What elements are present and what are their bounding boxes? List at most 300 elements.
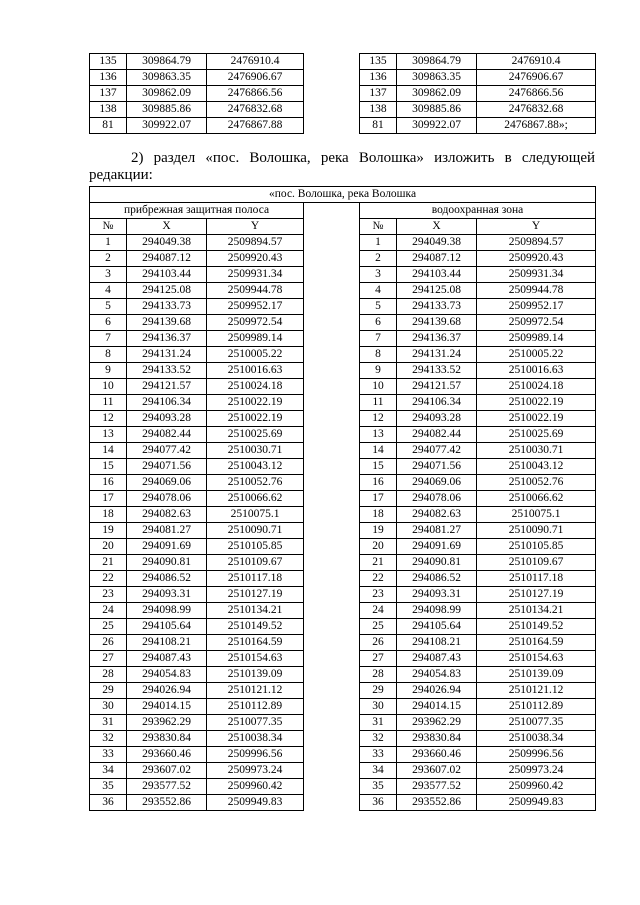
y-coordinate: 2510043.12 [207, 459, 304, 475]
gap-cell [304, 379, 360, 395]
y-coordinate: 2510154.63 [477, 651, 596, 667]
y-coordinate: 2510164.59 [477, 635, 596, 651]
col-x-header: X [127, 219, 207, 235]
point-number: 11 [90, 395, 127, 411]
point-number: 135 [360, 54, 397, 70]
x-coordinate: 293607.02 [127, 763, 207, 779]
y-coordinate: 2509952.17 [207, 299, 304, 315]
x-coordinate: 294087.43 [397, 651, 477, 667]
x-coordinate: 294131.24 [397, 347, 477, 363]
gap-cell [304, 203, 360, 219]
x-coordinate: 294090.81 [127, 555, 207, 571]
gap-cell [304, 70, 360, 86]
x-coordinate: 294081.27 [127, 523, 207, 539]
y-coordinate: 2510105.85 [207, 539, 304, 555]
table-row [90, 475, 596, 491]
gap-cell [304, 475, 360, 491]
point-number: 33 [360, 747, 397, 763]
table-row [90, 427, 596, 443]
y-coordinate: 2476832.68 [477, 102, 596, 118]
table-row [90, 235, 596, 251]
y-coordinate: 2509973.24 [477, 763, 596, 779]
table-row [90, 539, 596, 555]
point-number: 137 [360, 86, 397, 102]
y-coordinate: 2476906.67 [207, 70, 304, 86]
x-coordinate: 293552.86 [127, 795, 207, 811]
x-coordinate: 294133.73 [397, 299, 477, 315]
gap-cell [304, 283, 360, 299]
y-coordinate: 2510052.76 [207, 475, 304, 491]
y-coordinate: 2510134.21 [207, 603, 304, 619]
x-coordinate: 294093.28 [127, 411, 207, 427]
y-coordinate: 2476867.88»; [477, 118, 596, 134]
point-number: 30 [360, 699, 397, 715]
x-coordinate: 294087.43 [127, 651, 207, 667]
x-coordinate: 294071.56 [127, 459, 207, 475]
x-coordinate: 294071.56 [397, 459, 477, 475]
x-coordinate: 309864.79 [397, 54, 477, 70]
x-coordinate: 309862.09 [397, 86, 477, 102]
table-row [90, 699, 596, 715]
point-number: 136 [360, 70, 397, 86]
x-coordinate: 294098.99 [127, 603, 207, 619]
x-coordinate: 309862.09 [127, 86, 207, 102]
y-coordinate: 2509989.14 [207, 331, 304, 347]
x-coordinate: 294091.69 [127, 539, 207, 555]
y-coordinate: 2476906.67 [477, 70, 596, 86]
y-coordinate: 2510075.1 [477, 507, 596, 523]
point-number: 26 [360, 635, 397, 651]
y-coordinate: 2510154.63 [207, 651, 304, 667]
point-number: 36 [360, 795, 397, 811]
y-coordinate: 2510149.52 [477, 619, 596, 635]
table-row [90, 683, 596, 699]
x-coordinate: 294078.06 [127, 491, 207, 507]
table-row [90, 763, 596, 779]
x-coordinate: 294105.64 [397, 619, 477, 635]
table-row [90, 507, 596, 523]
gap-cell [304, 715, 360, 731]
y-coordinate: 2510077.35 [477, 715, 596, 731]
point-number: 6 [90, 315, 127, 331]
point-number: 32 [360, 731, 397, 747]
x-coordinate: 294077.42 [127, 443, 207, 459]
gap-cell [304, 635, 360, 651]
point-number: 21 [360, 555, 397, 571]
point-number: 12 [360, 411, 397, 427]
x-coordinate: 294093.31 [397, 587, 477, 603]
table-row [90, 571, 596, 587]
y-coordinate: 2510117.18 [477, 571, 596, 587]
x-coordinate: 294014.15 [127, 699, 207, 715]
x-coordinate: 294103.44 [127, 267, 207, 283]
point-number: 16 [360, 475, 397, 491]
x-coordinate: 294069.06 [397, 475, 477, 491]
table-row [90, 635, 596, 651]
gap-cell [304, 555, 360, 571]
x-coordinate: 294136.37 [397, 331, 477, 347]
y-coordinate: 2509920.43 [477, 251, 596, 267]
x-coordinate: 293962.29 [127, 715, 207, 731]
table-row [90, 667, 596, 683]
point-number: 19 [360, 523, 397, 539]
table-row [90, 283, 596, 299]
table-row [90, 315, 596, 331]
gap-cell [304, 86, 360, 102]
x-coordinate: 294087.12 [127, 251, 207, 267]
table-row [90, 102, 596, 118]
gap-cell [304, 459, 360, 475]
col-no-header: № [90, 219, 127, 235]
point-number: 36 [90, 795, 127, 811]
gap-cell [304, 267, 360, 283]
y-coordinate: 2510022.19 [477, 395, 596, 411]
point-number: 27 [360, 651, 397, 667]
y-coordinate: 2510127.19 [477, 587, 596, 603]
point-number: 1 [90, 235, 127, 251]
table-title: «пос. Волошка, река Волошка [90, 187, 596, 203]
point-number: 21 [90, 555, 127, 571]
x-coordinate: 293660.46 [397, 747, 477, 763]
table-row [90, 555, 596, 571]
y-coordinate: 2510112.89 [207, 699, 304, 715]
gap-cell [304, 619, 360, 635]
y-coordinate: 2510030.71 [477, 443, 596, 459]
y-coordinate: 2510043.12 [477, 459, 596, 475]
point-number: 24 [360, 603, 397, 619]
x-coordinate: 293830.84 [127, 731, 207, 747]
y-coordinate: 2510075.1 [207, 507, 304, 523]
y-coordinate: 2510109.67 [207, 555, 304, 571]
x-coordinate: 294054.83 [127, 667, 207, 683]
x-coordinate: 294054.83 [397, 667, 477, 683]
gap-cell [304, 427, 360, 443]
x-coordinate: 309885.86 [127, 102, 207, 118]
table-row [90, 379, 596, 395]
x-coordinate: 293607.02 [397, 763, 477, 779]
gap-cell [304, 299, 360, 315]
y-coordinate: 2510149.52 [207, 619, 304, 635]
y-coordinate: 2509894.57 [477, 235, 596, 251]
table-row [90, 459, 596, 475]
point-number: 29 [90, 683, 127, 699]
x-coordinate: 294105.64 [127, 619, 207, 635]
point-number: 33 [90, 747, 127, 763]
y-coordinate: 2510139.09 [207, 667, 304, 683]
col-y-header: Y [207, 219, 304, 235]
table-row [90, 587, 596, 603]
gap-cell [304, 251, 360, 267]
point-number: 22 [360, 571, 397, 587]
amendment-paragraph [89, 150, 595, 184]
y-coordinate: 2510022.19 [207, 411, 304, 427]
point-number: 26 [90, 635, 127, 651]
point-number: 31 [360, 715, 397, 731]
x-coordinate: 294082.63 [127, 507, 207, 523]
right-zone-header: водоохранная зона [360, 203, 596, 219]
y-coordinate: 2510121.12 [477, 683, 596, 699]
x-coordinate: 294098.99 [397, 603, 477, 619]
point-number: 31 [90, 715, 127, 731]
point-number: 8 [90, 347, 127, 363]
x-coordinate: 294049.38 [127, 235, 207, 251]
table-row [90, 731, 596, 747]
top-continuation-table [89, 53, 596, 134]
y-coordinate: 2476866.56 [477, 86, 596, 102]
y-coordinate: 2509996.56 [207, 747, 304, 763]
y-coordinate: 2509944.78 [207, 283, 304, 299]
point-number: 138 [90, 102, 127, 118]
y-coordinate: 2509973.24 [207, 763, 304, 779]
point-number: 4 [90, 283, 127, 299]
x-coordinate: 294133.52 [397, 363, 477, 379]
point-number: 9 [90, 363, 127, 379]
table-row [90, 603, 596, 619]
y-coordinate: 2510066.62 [477, 491, 596, 507]
y-coordinate: 2509931.34 [207, 267, 304, 283]
gap-cell [304, 667, 360, 683]
x-coordinate: 294086.52 [397, 571, 477, 587]
x-coordinate: 293552.86 [397, 795, 477, 811]
gap-cell [304, 539, 360, 555]
y-coordinate: 2510024.18 [207, 379, 304, 395]
table-row [90, 443, 596, 459]
table-row [90, 251, 596, 267]
gap-cell [304, 363, 360, 379]
y-coordinate: 2476910.4 [477, 54, 596, 70]
x-coordinate: 309863.35 [127, 70, 207, 86]
x-coordinate: 293660.46 [127, 747, 207, 763]
y-coordinate: 2510077.35 [207, 715, 304, 731]
x-coordinate: 294103.44 [397, 267, 477, 283]
col-no-header: № [360, 219, 397, 235]
gap-cell [304, 331, 360, 347]
y-coordinate: 2509996.56 [477, 747, 596, 763]
table-row [90, 299, 596, 315]
gap-cell [304, 523, 360, 539]
point-number: 15 [90, 459, 127, 475]
point-number: 13 [360, 427, 397, 443]
gap-cell [304, 571, 360, 587]
x-coordinate: 294087.12 [397, 251, 477, 267]
point-number: 1 [360, 235, 397, 251]
y-coordinate: 2510005.22 [477, 347, 596, 363]
x-coordinate: 294133.73 [127, 299, 207, 315]
y-coordinate: 2510022.19 [207, 395, 304, 411]
y-coordinate: 2510038.34 [207, 731, 304, 747]
table-row [90, 347, 596, 363]
y-coordinate: 2510127.19 [207, 587, 304, 603]
paragraph-text: 2) раздел «пос. Волошка, река Волошка» изложить в следующей редакции: [89, 150, 595, 183]
x-coordinate: 294125.08 [127, 283, 207, 299]
gap-cell [304, 219, 360, 235]
point-number: 14 [90, 443, 127, 459]
point-number: 19 [90, 523, 127, 539]
y-coordinate: 2476867.88 [207, 118, 304, 134]
y-coordinate: 2510038.34 [477, 731, 596, 747]
y-coordinate: 2510024.18 [477, 379, 596, 395]
x-coordinate: 309863.35 [397, 70, 477, 86]
y-coordinate: 2510025.69 [477, 427, 596, 443]
point-number: 138 [360, 102, 397, 118]
x-coordinate: 294091.69 [397, 539, 477, 555]
col-y-header: Y [477, 219, 596, 235]
point-number: 35 [90, 779, 127, 795]
point-number: 24 [90, 603, 127, 619]
y-coordinate: 2509952.17 [477, 299, 596, 315]
x-coordinate: 294082.63 [397, 507, 477, 523]
point-number: 13 [90, 427, 127, 443]
y-coordinate: 2476832.68 [207, 102, 304, 118]
x-coordinate: 294090.81 [397, 555, 477, 571]
point-number: 3 [90, 267, 127, 283]
x-coordinate: 309864.79 [127, 54, 207, 70]
y-coordinate: 2510112.89 [477, 699, 596, 715]
point-number: 81 [90, 118, 127, 134]
point-number: 12 [90, 411, 127, 427]
point-number: 81 [360, 118, 397, 134]
point-number: 8 [360, 347, 397, 363]
y-coordinate: 2510164.59 [207, 635, 304, 651]
gap-cell [304, 235, 360, 251]
gap-cell [304, 411, 360, 427]
x-coordinate: 294086.52 [127, 571, 207, 587]
x-coordinate: 294081.27 [397, 523, 477, 539]
x-coordinate: 294093.31 [127, 587, 207, 603]
table-row [90, 118, 596, 134]
zone-header-row [90, 203, 596, 219]
table-row [90, 86, 596, 102]
y-coordinate: 2510105.85 [477, 539, 596, 555]
point-number: 28 [90, 667, 127, 683]
x-coordinate: 294077.42 [397, 443, 477, 459]
y-coordinate: 2510066.62 [207, 491, 304, 507]
table-row [90, 267, 596, 283]
point-number: 35 [360, 779, 397, 795]
x-coordinate: 294131.24 [127, 347, 207, 363]
coordinates-table [89, 186, 596, 811]
x-coordinate: 294106.34 [127, 395, 207, 411]
gap-cell [304, 603, 360, 619]
x-coordinate: 294026.94 [397, 683, 477, 699]
table-row [90, 411, 596, 427]
y-coordinate: 2510052.76 [477, 475, 596, 491]
gap-cell [304, 315, 360, 331]
y-coordinate: 2509949.83 [477, 795, 596, 811]
y-coordinate: 2510005.22 [207, 347, 304, 363]
point-number: 20 [90, 539, 127, 555]
y-coordinate: 2476866.56 [207, 86, 304, 102]
x-coordinate: 294136.37 [127, 331, 207, 347]
point-number: 10 [360, 379, 397, 395]
gap-cell [304, 102, 360, 118]
y-coordinate: 2509920.43 [207, 251, 304, 267]
gap-cell [304, 795, 360, 811]
point-number: 29 [360, 683, 397, 699]
gap-cell [304, 763, 360, 779]
point-number: 7 [360, 331, 397, 347]
point-number: 32 [90, 731, 127, 747]
point-number: 25 [360, 619, 397, 635]
y-coordinate: 2510109.67 [477, 555, 596, 571]
point-number: 2 [360, 251, 397, 267]
table-row [90, 331, 596, 347]
x-coordinate: 294108.21 [397, 635, 477, 651]
y-coordinate: 2509972.54 [477, 315, 596, 331]
x-coordinate: 294093.28 [397, 411, 477, 427]
gap-cell [304, 651, 360, 667]
gap-cell [304, 747, 360, 763]
y-coordinate: 2476910.4 [207, 54, 304, 70]
gap-cell [304, 587, 360, 603]
gap-cell [304, 683, 360, 699]
y-coordinate: 2510022.19 [477, 411, 596, 427]
x-coordinate: 309885.86 [397, 102, 477, 118]
x-coordinate: 294108.21 [127, 635, 207, 651]
x-coordinate: 293577.52 [127, 779, 207, 795]
point-number: 27 [90, 651, 127, 667]
x-coordinate: 293577.52 [397, 779, 477, 795]
gap-cell [304, 507, 360, 523]
y-coordinate: 2509960.42 [477, 779, 596, 795]
table-row [90, 651, 596, 667]
y-coordinate: 2510090.71 [207, 523, 304, 539]
x-coordinate: 309922.07 [397, 118, 477, 134]
point-number: 18 [360, 507, 397, 523]
y-coordinate: 2510134.21 [477, 603, 596, 619]
point-number: 16 [90, 475, 127, 491]
table-row [90, 523, 596, 539]
point-number: 18 [90, 507, 127, 523]
x-coordinate: 294139.68 [397, 315, 477, 331]
y-coordinate: 2509989.14 [477, 331, 596, 347]
point-number: 2 [90, 251, 127, 267]
table-row [90, 747, 596, 763]
point-number: 4 [360, 283, 397, 299]
point-number: 23 [360, 587, 397, 603]
point-number: 20 [360, 539, 397, 555]
x-coordinate: 294078.06 [397, 491, 477, 507]
x-coordinate: 294106.34 [397, 395, 477, 411]
point-number: 6 [360, 315, 397, 331]
y-coordinate: 2509931.34 [477, 267, 596, 283]
gap-cell [304, 779, 360, 795]
y-coordinate: 2510016.63 [207, 363, 304, 379]
table-row [90, 779, 596, 795]
x-coordinate: 293962.29 [397, 715, 477, 731]
table-row [90, 619, 596, 635]
gap-cell [304, 699, 360, 715]
y-coordinate: 2510025.69 [207, 427, 304, 443]
table-row [90, 491, 596, 507]
point-number: 28 [360, 667, 397, 683]
x-coordinate: 294125.08 [397, 283, 477, 299]
point-number: 9 [360, 363, 397, 379]
left-zone-header: прибрежная защитная полоса [90, 203, 304, 219]
point-number: 30 [90, 699, 127, 715]
y-coordinate: 2510139.09 [477, 667, 596, 683]
x-coordinate: 294069.06 [127, 475, 207, 491]
point-number: 34 [360, 763, 397, 779]
point-number: 7 [90, 331, 127, 347]
gap-cell [304, 347, 360, 363]
y-coordinate: 2509894.57 [207, 235, 304, 251]
column-header-row [90, 219, 596, 235]
point-number: 15 [360, 459, 397, 475]
y-coordinate: 2509960.42 [207, 779, 304, 795]
point-number: 22 [90, 571, 127, 587]
point-number: 23 [90, 587, 127, 603]
